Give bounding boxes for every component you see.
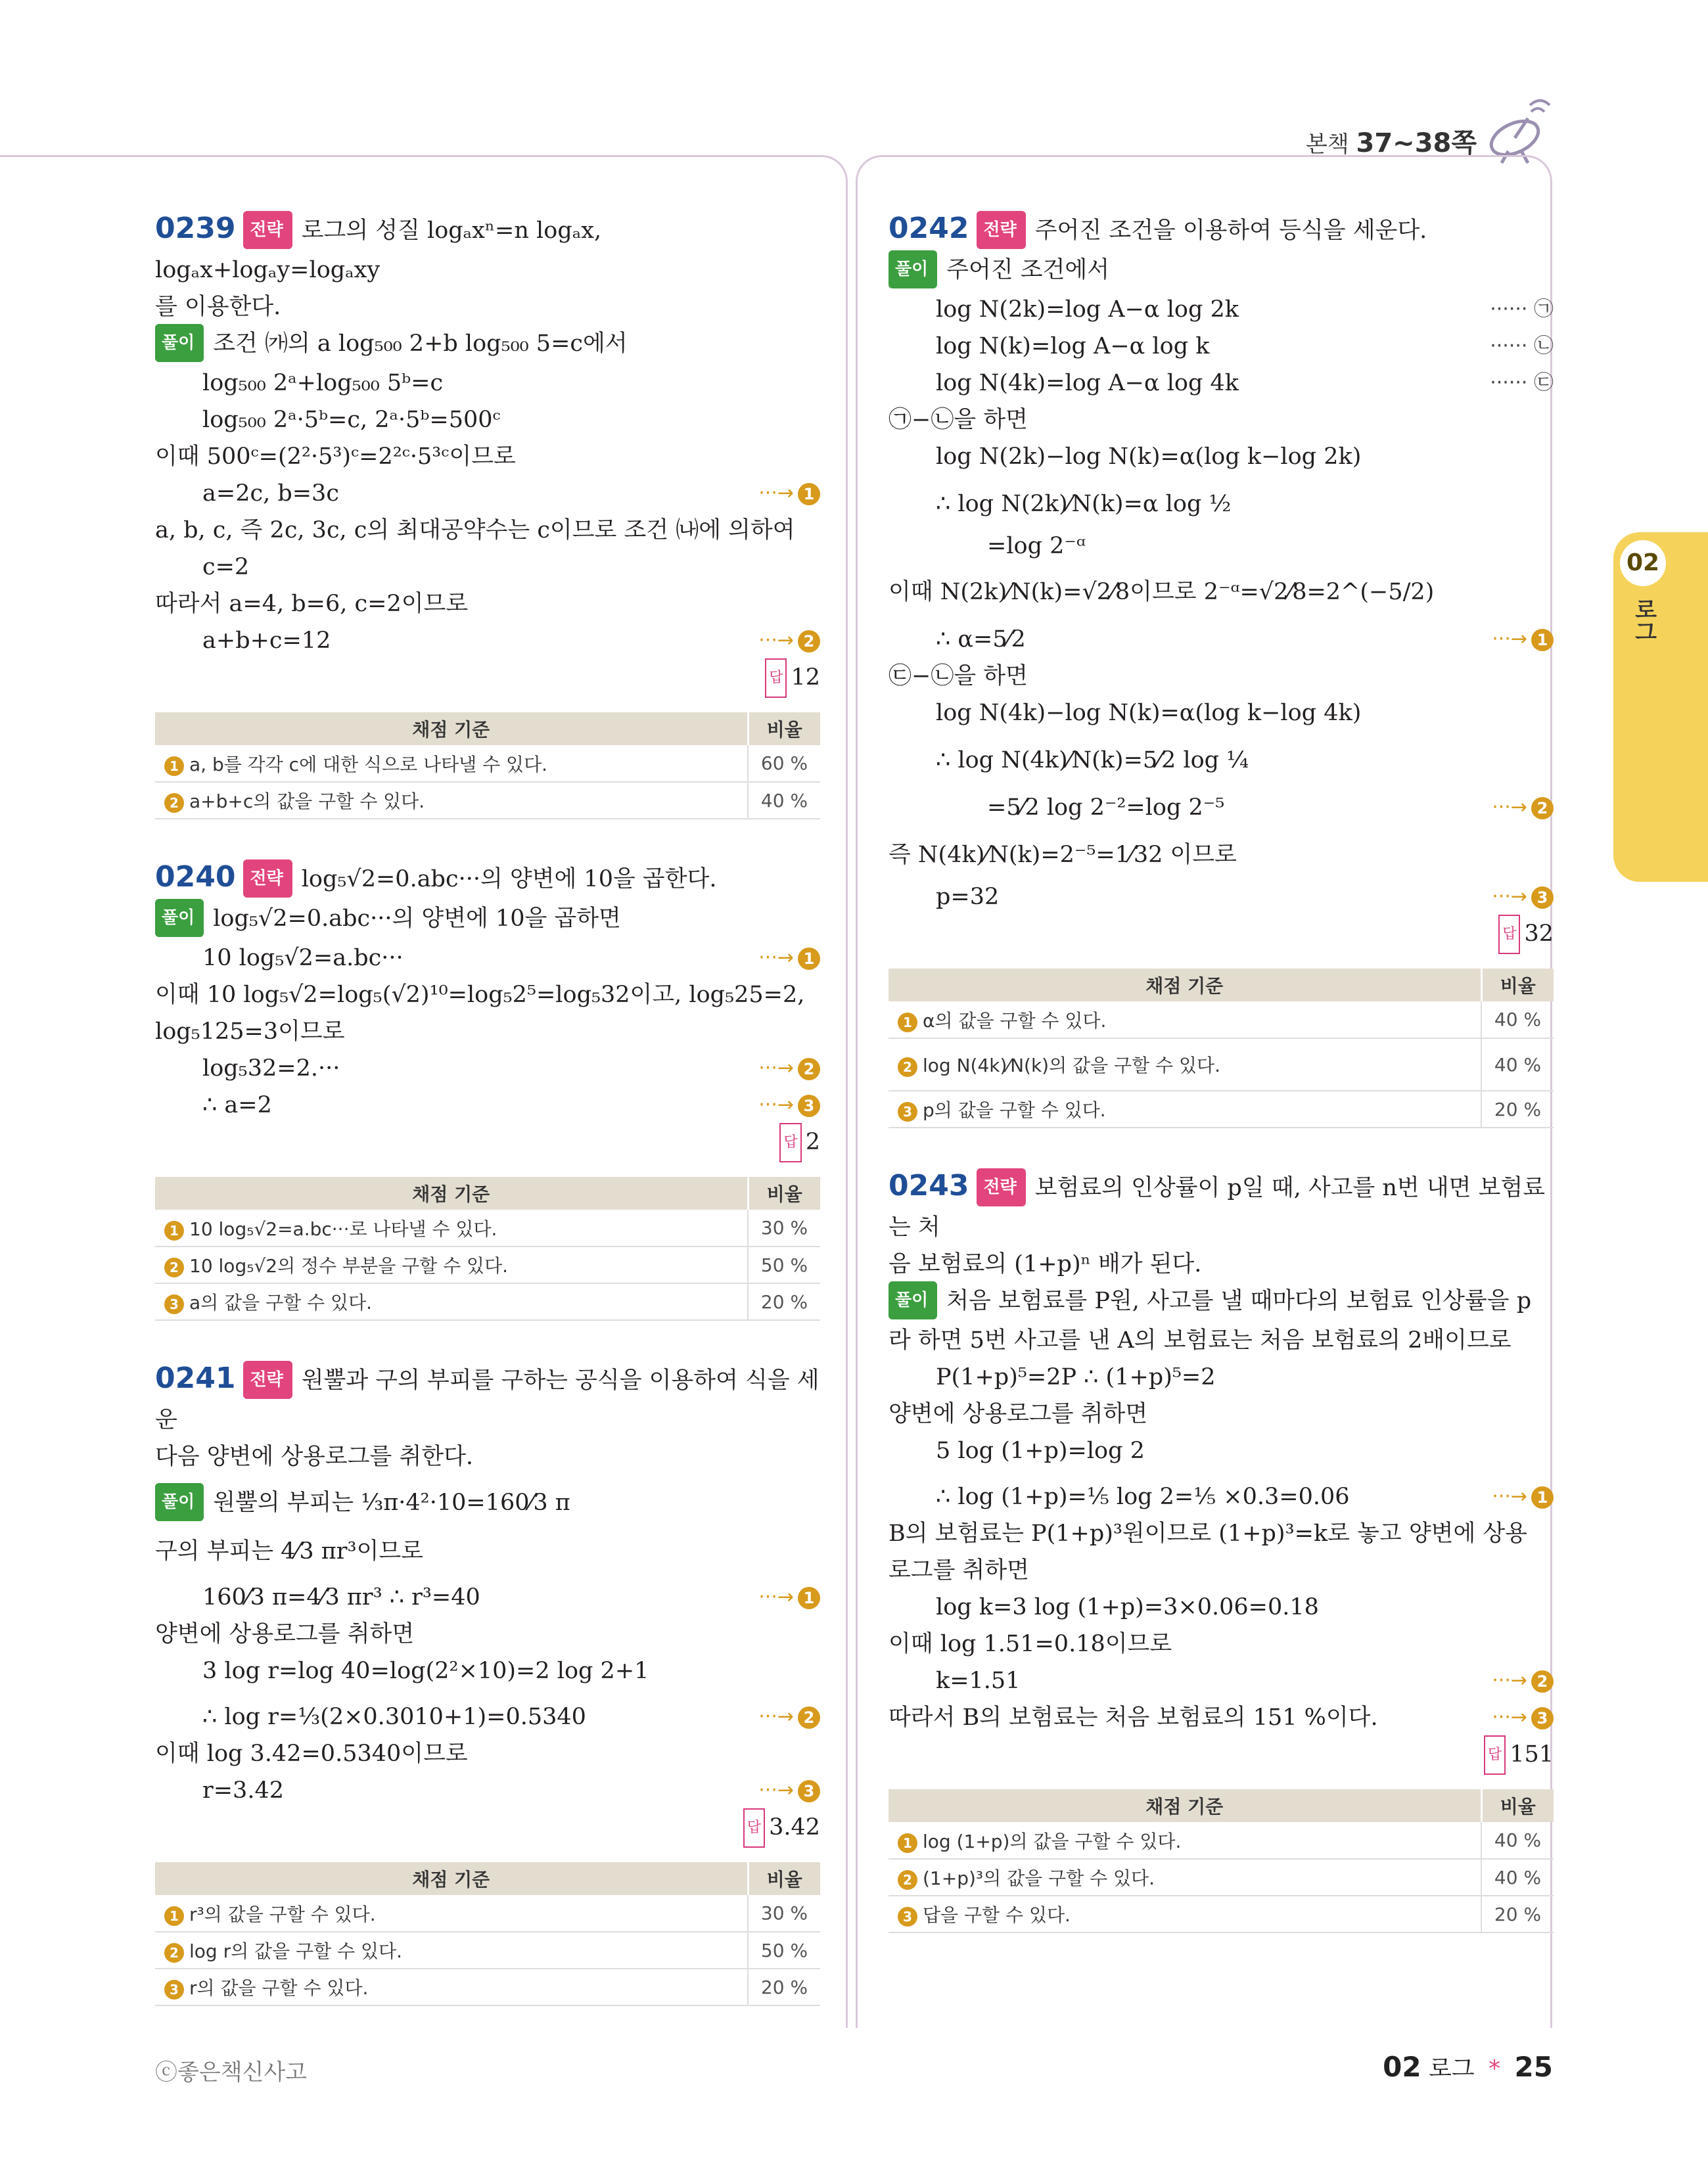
chapter-side-tab[interactable] [1613, 532, 1708, 882]
strategy-tag: 전략 [243, 1361, 292, 1399]
ratio-header: 비율 [748, 1177, 820, 1210]
grading-table [155, 712, 820, 819]
strategy-text-cont: 음 보험료의 (1+p)ⁿ 배가 된다. [889, 1251, 1202, 1277]
solution-tag: 풀이 [889, 250, 937, 288]
solution-line: 즉 N(4k)⁄N(k)=2⁻⁵=1⁄32 이므로 [889, 842, 1237, 868]
page-number: 25 [1514, 2051, 1553, 2083]
strategy-text: 원뿔과 구의 부피를 구하는 공식을 이용하여 식을 세운 [155, 1367, 819, 1433]
grading-row: 2 (1+p)³의 값을 구할 수 있다. 40 % [889, 1859, 1554, 1896]
step-mark: ···→ 3 [1492, 879, 1554, 915]
step-mark: ···→ 3 [1492, 1699, 1554, 1736]
chapter-number: 02 [1620, 540, 1666, 586]
answer-value: 12 [791, 664, 820, 691]
solution-line: 조건 ㈎의 a log₅₀₀ 2+b log₅₀₀ 5=c에서 [213, 331, 628, 357]
grading-row: 2 a+b+c의 값을 구할 수 있다. 40 % [155, 782, 820, 819]
step-mark: ···→ 1 [1492, 1478, 1554, 1515]
answer-tag: 답 [765, 658, 787, 698]
solution-line: 이때 10 log₅√2=log₅(√2)¹⁰=log₅2⁵=log₅32이고, log₅25=2, [155, 982, 805, 1008]
strategy-text: 보험료의 인상률이 p일 때, 사고를 n번 내면 보험료는 처 [889, 1175, 1546, 1241]
answer-value: 151 [1510, 1741, 1554, 1768]
solution-line: log₅125=3이므로 [155, 1018, 345, 1045]
chapter-label: 로그 [1630, 598, 1657, 643]
page-footer [1383, 2050, 1553, 2084]
solution-line: log₅₀₀ 2ᵃ·5ᵇ=c, 2ᵃ·5ᵇ=500ᶜ [202, 407, 501, 433]
solution-line: c=2 [202, 554, 250, 580]
problem-0243 [889, 1168, 1554, 1933]
strategy-text-cont: 를 이용한다. [155, 294, 281, 320]
chapter-name: 로그 [1429, 2055, 1475, 2082]
step-mark: ···→ 2 [758, 622, 820, 659]
strategy-text: 로그의 성질 logₐxⁿ=n logₐx, logₐx+logₐy=logₐxy [155, 217, 602, 283]
solution-line: log N(2k)=log A−α log 2k [936, 296, 1239, 323]
answer-line [889, 915, 1554, 957]
strategy-tag: 전략 [243, 211, 292, 249]
solution-line: 이때 log 3.42=0.5340이므로 [155, 1741, 468, 1767]
answer-tag: 답 [743, 1808, 765, 1848]
solution-line: 로그를 취하면 [889, 1557, 1029, 1584]
strategy-tag: 전략 [977, 211, 1025, 249]
solution-line: ∴ α=5⁄2 [936, 626, 1026, 652]
criteria-header: 채점 기준 [889, 969, 1481, 1001]
solution-line: log₅₀₀ 2ᵃ+log₅₀₀ 5ᵇ=c [202, 370, 444, 396]
solution-line: log N(k)=log A−α log k [936, 333, 1210, 359]
solution-line: 주어진 조건에서 [946, 257, 1110, 283]
problem-number: 0243 [889, 1169, 969, 1202]
step-mark: ···→ 1 [758, 1579, 820, 1616]
solution-line: a, b, c, 즉 2c, 3c, c의 최대공약수는 c이므로 조건 ㈏에 의하여 [155, 517, 795, 543]
solution-line: a=2c, b=3c [202, 480, 339, 507]
answer-tag: 답 [779, 1123, 801, 1162]
step-mark: ···→ 2 [758, 1050, 820, 1087]
criteria-header: 채점 기준 [155, 712, 748, 745]
grading-row: 1 10 log₅√2=a.bc···로 나타낼 수 있다. 30 % [155, 1210, 820, 1247]
answer-value: 3.42 [769, 1814, 820, 1841]
solution-line: log N(4k)−log N(k)=α(log k−log 4k) [936, 700, 1362, 726]
solution-line: 원뿔의 부피는 ⅓π·4²·10=160⁄3 π [213, 1490, 570, 1516]
step-mark: ···→ 1 [1492, 621, 1554, 658]
solution-line: 따라서 a=4, b=6, c=2이므로 [155, 591, 469, 617]
equation-mark: ······ ㉡ [1490, 334, 1554, 357]
ratio-header: 비율 [748, 712, 820, 745]
answer-line [155, 1124, 820, 1165]
grading-row: 1 α의 값을 구할 수 있다. 40 % [889, 1001, 1554, 1038]
step-mark: ···→ 2 [1492, 1662, 1554, 1699]
step-mark: ···→ 2 [758, 1699, 820, 1735]
solution-line: 이때 log 1.51=0.18이므로 [889, 1631, 1172, 1657]
problem-number: 0239 [155, 212, 236, 245]
solution-line: 처음 보험료를 P원, 사고를 낼 때마다의 보험료 인상률을 p [946, 1288, 1532, 1314]
step-mark: ···→ 1 [758, 475, 820, 512]
solution-line: log N(4k)=log A−α log 4k [936, 370, 1239, 396]
ratio-header: 비율 [1481, 1789, 1554, 1822]
strategy-text: log₅√2=0.abc···의 양변에 10을 곱한다. [301, 866, 717, 892]
solution-tag: 풀이 [155, 1483, 204, 1521]
equation-mark: ······ ㉢ [1490, 371, 1554, 394]
step-mark: ···→ 3 [758, 1772, 820, 1809]
solution-line: log₅32=2.··· [202, 1055, 340, 1082]
solution-line: k=1.51 [936, 1668, 1021, 1694]
publisher-credit: ⓒ좋은책신사고 [155, 2059, 308, 2086]
solution-line: P(1+p)⁵=2P ∴ (1+p)⁵=2 [936, 1364, 1216, 1390]
star-icon: * [1489, 2055, 1501, 2082]
page-range-label: 본책 37~38쪽 [1306, 128, 1477, 158]
grading-row: 2 10 log₅√2의 정수 부분을 구할 수 있다. 50 % [155, 1247, 820, 1283]
answer-value: 2 [805, 1129, 820, 1155]
right-column [889, 210, 1554, 1973]
solution-line: r=3.42 [202, 1777, 284, 1804]
solution-tag: 풀이 [155, 324, 204, 362]
grading-table [155, 1862, 820, 2006]
grading-row: 3 a의 값을 구할 수 있다. 20 % [155, 1283, 820, 1320]
satellite-antenna-icon [1479, 99, 1551, 164]
solution-line: 160⁄3 π=4⁄3 πr³ ∴ r³=40 [202, 1584, 480, 1611]
solution-tag: 풀이 [155, 899, 204, 937]
problem-0240 [155, 859, 820, 1321]
grading-table [155, 1177, 820, 1321]
solution-line: 5 log (1+p)=log 2 [936, 1438, 1145, 1464]
solution-line: ㉢−㉡을 하면 [889, 663, 1028, 689]
problem-number: 0240 [155, 860, 236, 894]
solution-line: a+b+c=12 [202, 628, 331, 654]
solution-line: 양변에 상용로그를 취하면 [889, 1401, 1148, 1427]
step-mark: ···→ 1 [758, 940, 820, 976]
solution-line: 이때 N(2k)⁄N(k)=√2⁄8이므로 2⁻ᵅ=√2⁄8=2^(−5/2) [889, 579, 1435, 605]
ratio-header: 비율 [1481, 969, 1554, 1001]
grading-table [889, 1789, 1554, 1933]
answer-tag: 답 [1484, 1735, 1506, 1775]
problem-0241 [155, 1360, 820, 2006]
grading-row: 1 a, b를 각각 c에 대한 식으로 나타낼 수 있다. 60 % [155, 745, 820, 782]
grading-row: 2 log r의 값을 구할 수 있다. 50 % [155, 1932, 820, 1969]
solution-line: 3 log r=log 40=log(2²×10)=2 log 2+1 [202, 1658, 649, 1684]
grading-table [889, 969, 1554, 1128]
step-mark: ···→ 3 [758, 1087, 820, 1124]
solution-line: ∴ log N(2k)⁄N(k)=α log ½ [936, 491, 1232, 517]
criteria-header: 채점 기준 [155, 1177, 748, 1210]
solution-line: ∴ log (1+p)=⅕ log 2=⅕ ×0.3=0.06 [936, 1484, 1350, 1510]
solution-line: log N(2k)−log N(k)=α(log k−log 2k) [936, 444, 1362, 470]
ratio-header: 비율 [748, 1862, 820, 1895]
strategy-text: 주어진 조건을 이용하여 등식을 세운다. [1034, 217, 1427, 244]
strategy-text-cont: 다음 양변에 상용로그를 취한다. [155, 1444, 474, 1470]
answer-line [155, 1809, 820, 1850]
criteria-header: 채점 기준 [155, 1862, 748, 1895]
solution-tag: 풀이 [889, 1281, 937, 1319]
solution-line: ∴ a=2 [202, 1092, 272, 1118]
equation-mark: ······ ㉠ [1490, 298, 1554, 321]
solution-line: ㉠−㉡을 하면 [889, 407, 1028, 433]
problem-number: 0242 [889, 212, 969, 245]
strategy-tag: 전략 [243, 859, 292, 898]
problem-number: 0241 [155, 1361, 236, 1395]
solution-line: log₅√2=0.abc···의 양변에 10을 곱하면 [213, 905, 621, 932]
left-column [155, 210, 820, 2046]
solution-line: ∴ log N(4k)⁄N(k)=5⁄2 log ¼ [936, 747, 1249, 773]
step-mark: ···→ 2 [1492, 789, 1554, 826]
solution-line: 이때 500ᶜ=(2²·5³)ᶜ=2²ᶜ·5³ᶜ이므로 [155, 444, 516, 470]
solution-line: 구의 부피는 4⁄3 πr³이므로 [155, 1538, 424, 1565]
solution-line: 라 하면 5번 사고를 낸 A의 보험료는 처음 보험료의 2배이므로 [889, 1327, 1512, 1354]
grading-row: 1 log (1+p)의 값을 구할 수 있다. 40 % [889, 1822, 1554, 1859]
solution-line: =5⁄2 log 2⁻²=log 2⁻⁵ [987, 794, 1225, 821]
chapter-number: 02 [1383, 2051, 1421, 2083]
answer-tag: 답 [1498, 915, 1520, 954]
solution-line: ∴ log r=⅓(2×0.3010+1)=0.5340 [202, 1704, 586, 1730]
problem-0242 [889, 210, 1554, 1128]
solution-line: 양변에 상용로그를 취하면 [155, 1621, 415, 1647]
solution-line: log k=3 log (1+p)=3×0.06=0.18 [936, 1594, 1319, 1620]
grading-row: 3 답을 구할 수 있다. 20 % [889, 1896, 1554, 1933]
solution-line: =log 2⁻ᵅ [987, 533, 1086, 559]
grading-row: 1 r³의 값을 구할 수 있다. 30 % [155, 1895, 820, 1932]
grading-row: 2 log N(4k)⁄N(k)의 값을 구할 수 있다. 40 % [889, 1038, 1554, 1091]
answer-line [889, 1736, 1554, 1777]
grading-row: 3 p의 값을 구할 수 있다. 20 % [889, 1091, 1554, 1128]
problem-0239 [155, 210, 820, 819]
solution-line: 따라서 B의 보험료는 처음 보험료의 151 %이다. [889, 1704, 1378, 1731]
answer-value: 32 [1524, 921, 1554, 947]
answer-line [155, 659, 820, 700]
criteria-header: 채점 기준 [889, 1789, 1481, 1822]
solution-line: B의 보험료는 P(1+p)³원이므로 (1+p)³=k로 놓고 양변에 상용 [889, 1521, 1528, 1547]
grading-row: 3 r의 값을 구할 수 있다. 20 % [155, 1969, 820, 2005]
solution-line: p=32 [936, 884, 1000, 910]
solution-line: 10 log₅√2=a.bc··· [202, 945, 404, 971]
strategy-tag: 전략 [977, 1168, 1025, 1206]
